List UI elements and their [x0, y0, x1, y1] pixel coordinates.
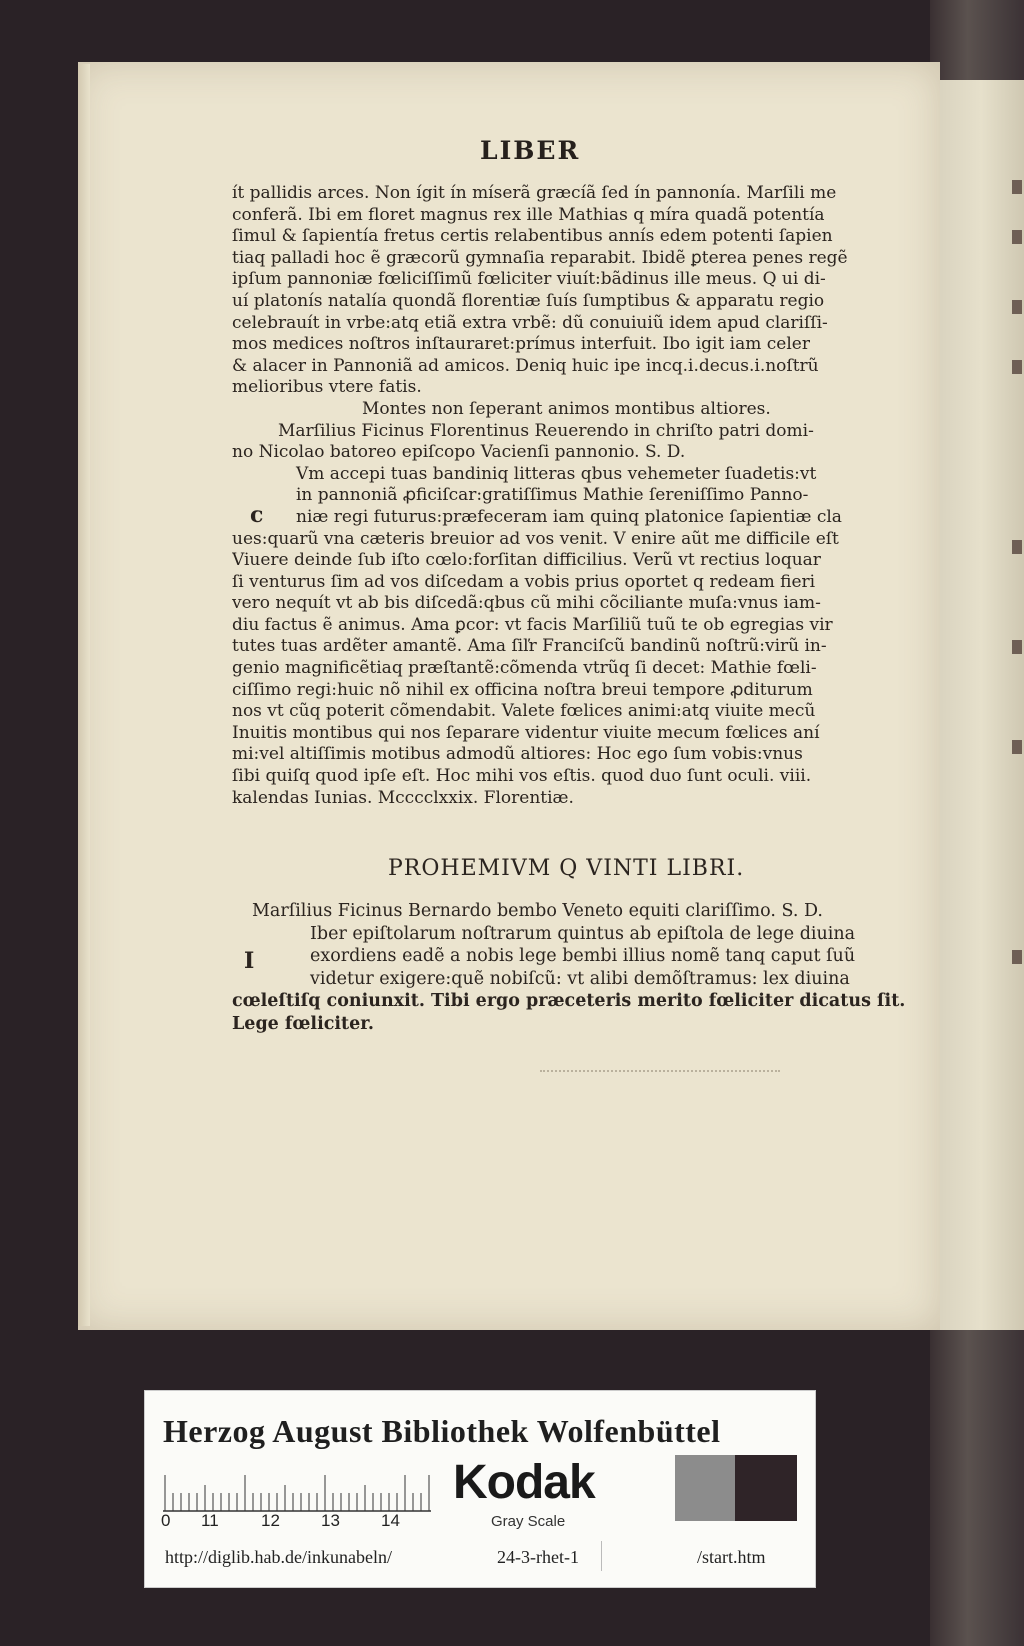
dark-swatch: [735, 1455, 797, 1521]
facing-page-mark: [1012, 360, 1022, 374]
text-block-top: [232, 183, 862, 809]
guide-letter-initial: I: [244, 948, 255, 974]
text-line: diu factus ẽ animus. Ama ꝑcor: vt facis Marſiliũ tuũ te ob egregias vir: [232, 614, 833, 635]
text-line: vero nequít vt ab bis diſcedã:qbus cũ mihi cõciliante muſa:vnus iam-: [232, 593, 821, 614]
text-line: ciſſimo regi:huic nõ nihil ex officina noſtra breui tempore ꝓditurum: [232, 679, 813, 700]
text-line: ipſum pannoniæ fœliciſſimũ fœliciter viuít:bãdinus ille meus. Q ui di-: [232, 269, 826, 290]
text-line: videtur exigere:quẽ nobiſcũ: vt alibi demõſtramus: lex diuina: [310, 968, 850, 989]
ruler-scale-numbers: [163, 1511, 443, 1535]
letter-address-line: Marſilius Ficinus Florentinus Reuerendo in chriſto patri domi-: [278, 420, 814, 441]
facing-page-mark: [1012, 640, 1022, 654]
facing-page-mark: [1012, 230, 1022, 244]
facing-page-mark: [1012, 180, 1022, 194]
institution-name: Herzog August Bibliothek Wolfenbüttel: [163, 1413, 721, 1449]
text-line: genio magnificẽtiaq præſtantẽ:cõmenda vtrũq ſi decet: Mathie fœli-: [232, 658, 817, 679]
text-line: tutes tuas ardẽter amantẽ. Ama ſiľr Franciſcũ bandinũ noſtrũ:virũ in-: [232, 636, 827, 657]
facing-page-mark: [1012, 740, 1022, 754]
text-line: Lege fœliciter.: [232, 1013, 374, 1034]
facing-page-mark: [1012, 540, 1022, 554]
ruler-number: 0: [161, 1511, 171, 1530]
gray-swatch: [675, 1455, 735, 1521]
measurement-ruler: [163, 1471, 433, 1513]
page-stack-edge: [78, 64, 90, 1326]
text-line: kalendas Iunias. Mcccclxxix. Florentiæ.: [232, 787, 574, 808]
text-line: uí platonís natalía quondã florentiæ ſuís ſumptibus & apparatu regio: [232, 290, 825, 311]
label-divider: [601, 1541, 602, 1571]
facing-page-mark: [1012, 300, 1022, 314]
ruler-number: 13: [321, 1511, 340, 1530]
text-line: in pannoniã ꝓficiſcar:gratiſſimus Mathie ſereniſſimo Panno-: [296, 485, 809, 506]
text-line: conferã. Ibi em floret magnus rex ille Mathias q míra quadã potentía: [232, 204, 825, 225]
proem-address-line: Marſilius Ficinus Bernardo bembo Veneto equiti clariſſimo. S. D.: [252, 901, 823, 921]
ruler-number: 11: [201, 1511, 219, 1530]
text-line: niæ regi futurus:præfeceram iam quinq platonice ſapientiæ cla: [296, 506, 842, 527]
text-line: melioribus vtere fatis.: [232, 377, 422, 398]
section-heading: PROHEMIVM Q VINTI LIBRI.: [388, 856, 745, 881]
text-line: tiaq palladi hoc ẽ græcorũ gymnaſia reparabit. Ibidẽ ꝑterea penes regẽ: [232, 247, 848, 268]
proem-block: [232, 900, 906, 1035]
ruler-number: 14: [381, 1511, 400, 1530]
archive-label-card: [144, 1390, 816, 1588]
ruler-number: 12: [261, 1511, 280, 1530]
facing-page-edge: [938, 80, 1024, 1330]
text-line: ít pallidis arces. Non ígit ín míserã græcíã ſed ín pannonía. Marſili me: [232, 183, 837, 203]
running-head: LIBER: [480, 136, 581, 165]
motto-line: Montes non ſeperant animos montibus altiores.: [362, 398, 771, 419]
text-line: Vm accepi tuas bandiniq litteras qbus vehemeter ſuadetis:vt: [296, 463, 817, 484]
text-line: ſibi quiſq quod ipſe eſt. Hoc mihi vos eſtis. quod duo ſunt oculi. viii.: [232, 766, 812, 787]
text-line: exordiens eadẽ a nobis lege bembi illius nomẽ tanq caput ſuũ: [310, 946, 856, 966]
text-line: & alacer in Pannoniã ad amicos. Deniq huic ipe incq.i.decus.i.noſtrũ: [232, 355, 819, 376]
start-page-path: /start.htm: [697, 1547, 766, 1567]
text-line: Iber epiſtolarum noſtrarum quintus ab epiſtola de lege diuina: [310, 923, 856, 944]
catalog-url: http://diglib.hab.de/inkunabeln/: [165, 1547, 392, 1567]
text-line: Inuitis montibus qui nos ſeparare videntur viuite mecum fœlices aní: [232, 722, 820, 743]
text-line: ſi venturus ſim ad vos diſcedam a vobis prius oportet q redeam fieri: [232, 571, 816, 592]
text-line: Viuere deinde ſub iſto cœlo:forſitan difficilius. Verũ vt rectius loquar: [232, 550, 821, 571]
text-line: nos vt cũq poterit cõmendabit. Valete fœlices animi:atq viuite mecũ: [232, 701, 816, 722]
text-line: cœleſtiſq coniunxit. Tibi ergo præceteris merito fœliciter dicatus ſit.: [232, 991, 906, 1011]
shelfmark: 24-3-rhet-1: [497, 1547, 579, 1567]
facing-page-mark: [1012, 950, 1022, 964]
text-line: ues:quarũ vna cæteris breuior ad vos venit. V enire aũt me difficile eſt: [232, 528, 839, 549]
text-line: mos medices noſtros inſtauraret:prímus interfuit. Ibo igit iam celer: [232, 334, 810, 355]
kodak-logo: Kodak: [453, 1456, 595, 1509]
text-line: celebrauít in vrbe:atq etiã extra vrbẽ: dũ conuiuiũ idem apud clariſſi-: [232, 312, 828, 333]
letter-address-line: no Nicolao batoreo epiſcopo Vacienſi pannonio. S. D.: [232, 442, 686, 463]
guide-letter-initial: c: [250, 502, 264, 528]
text-line: mi:vel altiſſimis motibus admodũ altiores: Hoc ego ſum vobis:vnus: [232, 744, 803, 765]
text-line: ſimul & ſapientía fretus certis relabentibus annís edem potenti ſapien: [232, 226, 833, 247]
gray-scale-caption: Gray Scale: [491, 1513, 566, 1530]
bleed-through-marks: [540, 1070, 780, 1076]
